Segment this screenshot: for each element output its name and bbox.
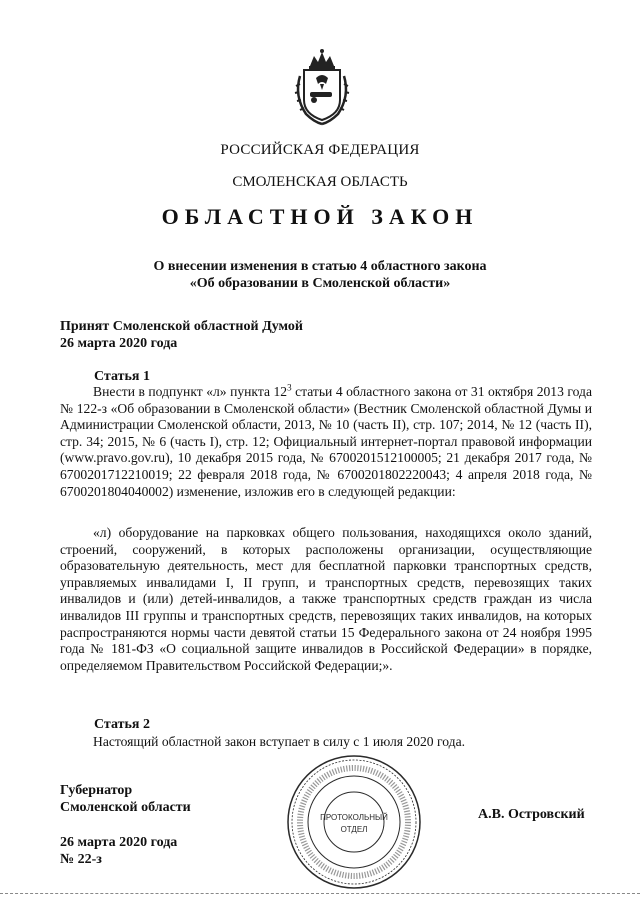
page-bottom-edge [0,893,640,894]
article-2-paragraph: Настоящий областной закон вступает в силу с 1 июля 2020 года. [93,734,465,749]
law-subject-line-1: О внесении изменения в статью 4 областного закона [153,259,487,274]
law-subject [0,258,640,292]
header-country: РОССИЙСКАЯ ФЕДЕРАЦИЯ [220,142,420,158]
law-number: № 22-з [60,852,102,867]
article-1-text-rest: статьи 4 областного закона от 31 октября 2013 года № 122-з «Об образовании в Смоленской области» (Вестник Смоленской областной Думы и Администрации Смоленской области, 2013, № 10 (часть II), стр. 107; 2014, № 12 (часть II), стр. 34; 2015, № 6 (часть I), стр. 12; Официальный интернет-портал правовой информации (www.pravo.gov.ru), 10 декабря 2015 года, № 6700201512100005; 21 декабря 2017 года, № 6700201712210019; 22 февраля 2018 года, № 6700201802220043; 4 апреля 2018 года, № 6700201804040002) изменение, изложив его в следующей редакции: [60,384,592,499]
official-seal [284,752,424,892]
adopted-by: Принят Смоленской областной Думой [60,319,303,334]
header-region: СМОЛЕНСКАЯ ОБЛАСТЬ [232,174,408,190]
article-1-heading: Статья 1 [94,369,150,384]
signatory-name: А.В. Островский [478,807,585,822]
article-2-heading: Статья 2 [94,717,150,732]
article-1-paragraph-1 [60,384,592,500]
seal-center-line-1: ПРОТОКОЛЬНЫЙ [320,813,388,822]
adopted-date: 26 марта 2020 года [60,336,178,351]
signing-block [60,834,177,868]
signatory-role-line-2: Смоленской области [60,800,191,815]
article-1-text-start: Внести в подпункт «л» пункта 12 [93,384,288,399]
signatory-role-line-1: Губернатор [60,783,133,798]
signing-date: 26 марта 2020 года [60,835,178,850]
seal-center-line-2: ОТДЕЛ [340,825,368,834]
adoption-block [60,318,303,352]
superscript: 3 [287,382,292,393]
document-title: ОБЛАСТНОЙ ЗАКОН [161,204,479,229]
article-1-paragraph-2: «л) оборудование на парковках общего пользования, находящихся около зданий, строений, сооружений, в которых расположены организации, осуществляющие образовательную деятельность, мест для бесплатной парковки транспортных средств, управляемых инвалидами I, II групп, и транспортных средств, перевозящих таких инвалидов и (или) детей-инвалидов, а также транспортных средств граждан из числа инвалидов III группы и транспортных средств, перевозящих таких инвалидов, на которых распространяются нормы части девятой статьи 15 Федерального закона от 24 ноября 1995 года № 181-ФЗ «О социальной защите инвалидов в Российской Федерации» в порядке, определяемом Правительством Российской Федерации;». [60,525,592,673]
law-subject-line-2: «Об образовании в Смоленской области» [189,276,451,291]
coat-of-arms-emblem [292,48,352,126]
signatory-role [60,782,191,816]
